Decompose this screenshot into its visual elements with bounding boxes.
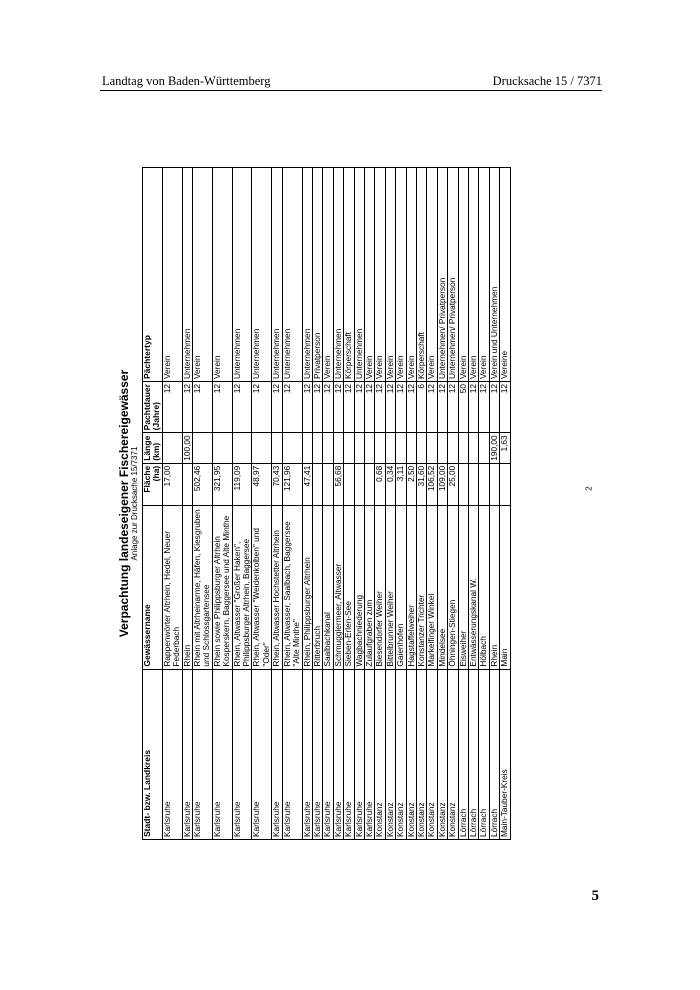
cell-dauer: 12: [212, 382, 232, 433]
cell-dauer: 12: [323, 382, 333, 433]
cell-flaeche: 3,11: [396, 463, 406, 506]
cell-name: Sieben-Erlen-See: [344, 506, 354, 669]
cell-laenge: 190,00: [489, 433, 499, 463]
table-row: [212, 168, 232, 840]
cell-flaeche: 121,96: [282, 463, 302, 506]
cell-laenge: [416, 433, 426, 463]
cell-kreis: Karlsruhe: [323, 669, 333, 839]
cell-dauer: 12: [427, 382, 437, 433]
rotated-table-block: [117, 167, 547, 840]
cell-laenge: [193, 433, 213, 463]
cell-flaeche: [479, 463, 489, 506]
cell-flaeche: [458, 463, 468, 506]
cell-kreis: Karlsruhe: [252, 669, 272, 839]
cell-kreis: Konstanz: [385, 669, 395, 839]
table-row: [396, 168, 406, 840]
table-row: [469, 168, 479, 840]
cell-dauer: 12: [396, 382, 406, 433]
cell-kreis: Karlsruhe: [364, 669, 374, 839]
cell-dauer: 12: [282, 382, 302, 433]
cell-laenge: [406, 433, 416, 463]
cell-laenge: [344, 433, 354, 463]
cell-dauer: 12: [162, 382, 182, 433]
col-header-typ: Pächtertyp: [143, 168, 163, 382]
cell-dauer: 12: [232, 382, 252, 433]
cell-dauer: 12: [364, 382, 374, 433]
cell-dauer: 12: [437, 382, 447, 433]
cell-dauer: 12: [344, 382, 354, 433]
cell-dauer: 12: [333, 382, 343, 433]
cell-name: Rhein, Altwasser "Großer Haken", Philippsburger Altrhein, Baggersee: [232, 506, 252, 669]
side-page-number: 2: [584, 486, 594, 491]
table-row: [448, 168, 458, 840]
cell-kreis: Lörrach: [458, 669, 468, 839]
cell-flaeche: 2,50: [406, 463, 416, 506]
table-row: [333, 168, 343, 840]
cell-kreis: Lörrach: [479, 669, 489, 839]
table-row: [385, 168, 395, 840]
cell-typ: Unternehmen: [333, 168, 343, 382]
cell-dauer: 12: [272, 382, 282, 433]
cell-dauer: 12: [469, 382, 479, 433]
cell-name: Entwässerungskanal W.: [469, 506, 479, 669]
cell-laenge: [302, 433, 312, 463]
cell-flaeche: 47,41: [302, 463, 312, 506]
cell-typ: Verein: [323, 168, 333, 382]
table-body: [162, 168, 510, 840]
cell-flaeche: 17,00: [162, 463, 182, 506]
cell-kreis: Karlsruhe: [333, 669, 343, 839]
cell-name: Mindelsee: [437, 506, 447, 669]
col-header-dauer: Pachtdauer (Jahre): [143, 382, 163, 433]
cell-laenge: [354, 433, 364, 463]
cell-dauer: 12: [252, 382, 272, 433]
table-row: [354, 168, 364, 840]
table-row: [427, 168, 437, 840]
cell-flaeche: [500, 463, 510, 506]
cell-name: Gaienhofen: [396, 506, 406, 669]
table-header-row: [143, 168, 163, 840]
cell-laenge: [375, 433, 385, 463]
table-row: [479, 168, 489, 840]
cell-dauer: 6: [416, 382, 426, 433]
cell-typ: Verein: [396, 168, 406, 382]
cell-laenge: [364, 433, 374, 463]
cell-laenge: [252, 433, 272, 463]
table-row: [272, 168, 282, 840]
cell-typ: Unternehmen: [182, 168, 192, 382]
cell-flaeche: [354, 463, 364, 506]
cell-kreis: Lörrach: [469, 669, 479, 839]
table-row: [162, 168, 182, 840]
cell-laenge: [162, 433, 182, 463]
cell-flaeche: 109,00: [437, 463, 447, 506]
fishery-lease-table: [142, 167, 511, 840]
cell-laenge: 100,00: [182, 433, 192, 463]
cell-name: Main: [500, 506, 510, 669]
cell-typ: Privatperson: [312, 168, 322, 382]
cell-flaeche: [469, 463, 479, 506]
cell-flaeche: [323, 463, 333, 506]
table-row: [232, 168, 252, 840]
table-row: [182, 168, 192, 840]
cell-name: Hölbach: [479, 506, 489, 669]
cell-laenge: 1,63: [500, 433, 510, 463]
cell-typ: Unternehmen: [354, 168, 364, 382]
cell-name: Wagbachniederung: [354, 506, 364, 669]
cell-kreis: Karlsruhe: [272, 669, 282, 839]
cell-kreis: Konstanz: [427, 669, 437, 839]
table-row: [344, 168, 354, 840]
cell-dauer: 12: [193, 382, 213, 433]
page-number: 5: [591, 888, 599, 904]
cell-flaeche: 56,68: [333, 463, 343, 506]
cell-kreis: Karlsruhe: [354, 669, 364, 839]
cell-typ: Vereine: [500, 168, 510, 382]
cell-flaeche: 502,46: [193, 463, 213, 506]
cell-kreis: Karlsruhe: [344, 669, 354, 839]
cell-typ: Unternehmen: [252, 168, 272, 382]
cell-laenge: [282, 433, 302, 463]
cell-name: Rhein, Philippsburger Altrhein: [302, 506, 312, 669]
cell-name: Rhein, Altwasser "Weidenkolben" und "Oder": [252, 506, 272, 669]
cell-laenge: [448, 433, 458, 463]
table-row: [489, 168, 499, 840]
cell-dauer: 12: [500, 382, 510, 433]
cell-dauer: 12: [406, 382, 416, 433]
cell-typ: Unternehmen/ Privatperson: [448, 168, 458, 382]
cell-kreis: Karlsruhe: [312, 669, 322, 839]
cell-flaeche: 321,95: [212, 463, 232, 506]
cell-laenge: [427, 433, 437, 463]
cell-typ: Verein: [479, 168, 489, 382]
cell-laenge: [479, 433, 489, 463]
cell-typ: Unternehmen: [232, 168, 252, 382]
cell-dauer: 12: [489, 382, 499, 433]
cell-kreis: Lörrach: [489, 669, 499, 839]
cell-typ: Verein: [364, 168, 374, 382]
table-row: [282, 168, 302, 840]
cell-laenge: [232, 433, 252, 463]
cell-typ: Verein: [406, 168, 416, 382]
table-row: [437, 168, 447, 840]
cell-kreis: Konstanz: [448, 669, 458, 839]
cell-kreis: Konstanz: [416, 669, 426, 839]
cell-kreis: Karlsruhe: [302, 669, 312, 839]
cell-flaeche: 119,09: [232, 463, 252, 506]
cell-typ: Verein: [469, 168, 479, 382]
cell-laenge: [458, 433, 468, 463]
col-header-flaeche: Fläche (ha): [143, 463, 163, 506]
cell-name: Rhein, Altwasser Hochstetter Altrhein: [272, 506, 282, 669]
cell-dauer: 50: [458, 382, 468, 433]
table-row: [364, 168, 374, 840]
cell-kreis: Konstanz: [406, 669, 416, 839]
cell-laenge: [212, 433, 232, 463]
cell-name: Zulaufgraben zum: [364, 506, 374, 669]
cell-name: Rhein, Altwasser, Saalbach, Baggersee "Alte Minthe": [282, 506, 302, 669]
col-header-name: Gewässername: [143, 506, 163, 669]
col-header-laenge: Länge (km): [143, 433, 163, 463]
table-row: [500, 168, 510, 840]
cell-flaeche: [182, 463, 192, 506]
cell-typ: Körperschaft: [416, 168, 426, 382]
cell-dauer: 12: [375, 382, 385, 433]
cell-kreis: Karlsruhe: [162, 669, 182, 839]
cell-laenge: [333, 433, 343, 463]
cell-kreis: Karlsruhe: [193, 669, 213, 839]
cell-typ: Verein: [385, 168, 395, 382]
cell-kreis: Karlsruhe: [232, 669, 252, 839]
cell-typ: Unternehmen/ Privatperson: [437, 168, 447, 382]
table-row: [416, 168, 426, 840]
cell-kreis: Karlsruhe: [182, 669, 192, 839]
table-title: Verpachtung landeseigener Fischereigewässer: [117, 369, 131, 638]
cell-dauer: 12: [312, 382, 322, 433]
table-row: [323, 168, 333, 840]
cell-flaeche: 70,43: [272, 463, 282, 506]
col-header-kreis: Stadt- bzw. Landkreis: [143, 669, 163, 839]
cell-kreis: Konstanz: [396, 669, 406, 839]
cell-laenge: [323, 433, 333, 463]
cell-flaeche: 25,00: [448, 463, 458, 506]
header-document-number: Drucksache 15 / 7371: [492, 74, 602, 88]
cell-flaeche: 0,34: [385, 463, 395, 506]
cell-name: Biesendorfer Weiher: [375, 506, 385, 669]
cell-flaeche: 106,52: [427, 463, 437, 506]
table-row: [193, 168, 213, 840]
table-row: [312, 168, 322, 840]
header-title: Landtag von Baden-Württemberg: [102, 74, 271, 88]
table-row: [406, 168, 416, 840]
cell-kreis: Karlsruhe: [282, 669, 302, 839]
header-rule: [100, 90, 602, 91]
cell-dauer: 12: [354, 382, 364, 433]
cell-typ: Verein: [427, 168, 437, 382]
table-subtitle: Anlage zur Drucksache 15/7371: [130, 446, 139, 561]
cell-flaeche: 48,97: [252, 463, 272, 506]
cell-name: Ritterbruch: [312, 506, 322, 669]
cell-name: Eisweiher: [458, 506, 468, 669]
cell-flaeche: 0,68: [375, 463, 385, 506]
cell-flaeche: [364, 463, 374, 506]
cell-flaeche: [312, 463, 322, 506]
cell-flaeche: [489, 463, 499, 506]
cell-dauer: 12: [385, 382, 395, 433]
cell-typ: Verein: [458, 168, 468, 382]
cell-typ: Verein und Unternehmen: [489, 168, 499, 382]
cell-typ: Verein: [212, 168, 232, 382]
cell-kreis: Konstanz: [375, 669, 385, 839]
cell-typ: Unternehmen: [272, 168, 282, 382]
cell-name: Öhningen-Stiegen: [448, 506, 458, 669]
cell-kreis: Konstanz: [437, 669, 447, 839]
table-row: [252, 168, 272, 840]
cell-dauer: 12: [479, 382, 489, 433]
cell-name: Schmugglermeer, Altwasser: [333, 506, 343, 669]
cell-name: Rhein: [182, 506, 192, 669]
cell-name: Bittelbrunner Weiher: [385, 506, 395, 669]
cell-typ: Verein: [375, 168, 385, 382]
cell-name: Rhein sowie Philippsburger Altrhein Kosperskern, Baggersee und Alte Minthe: [212, 506, 232, 669]
table-row: [458, 168, 468, 840]
cell-name: Konstanzer Trichter: [416, 506, 426, 669]
cell-typ: Unternehmen: [282, 168, 302, 382]
cell-typ: Unternehmen: [302, 168, 312, 382]
cell-name: Rhein: [489, 506, 499, 669]
cell-name: Hagstaffelweiher: [406, 506, 416, 669]
cell-flaeche: [344, 463, 354, 506]
cell-laenge: [396, 433, 406, 463]
cell-name: Rhein mit Altrheinarme, Häfen, Kiesgruben und Schlossgartensee: [193, 506, 213, 669]
cell-dauer: 12: [302, 382, 312, 433]
cell-kreis: Main-Tauber-Kreis: [500, 669, 510, 839]
cell-kreis: Karlsruhe: [212, 669, 232, 839]
cell-name: Rappenwörter Altrhein, Hedel, Neuer Federbach: [162, 506, 182, 669]
table-row: [375, 168, 385, 840]
cell-dauer: 12: [448, 382, 458, 433]
cell-laenge: [385, 433, 395, 463]
cell-typ: Verein: [162, 168, 182, 382]
cell-name: Saalbachkanal: [323, 506, 333, 669]
cell-laenge: [312, 433, 322, 463]
cell-typ: Verein: [193, 168, 213, 382]
cell-laenge: [272, 433, 282, 463]
cell-name: Markelfinger Winkel: [427, 506, 437, 669]
cell-dauer: 12: [182, 382, 192, 433]
cell-laenge: [437, 433, 447, 463]
table-row: [302, 168, 312, 840]
cell-typ: Körperschaft: [344, 168, 354, 382]
cell-laenge: [469, 433, 479, 463]
cell-flaeche: 31,60: [416, 463, 426, 506]
